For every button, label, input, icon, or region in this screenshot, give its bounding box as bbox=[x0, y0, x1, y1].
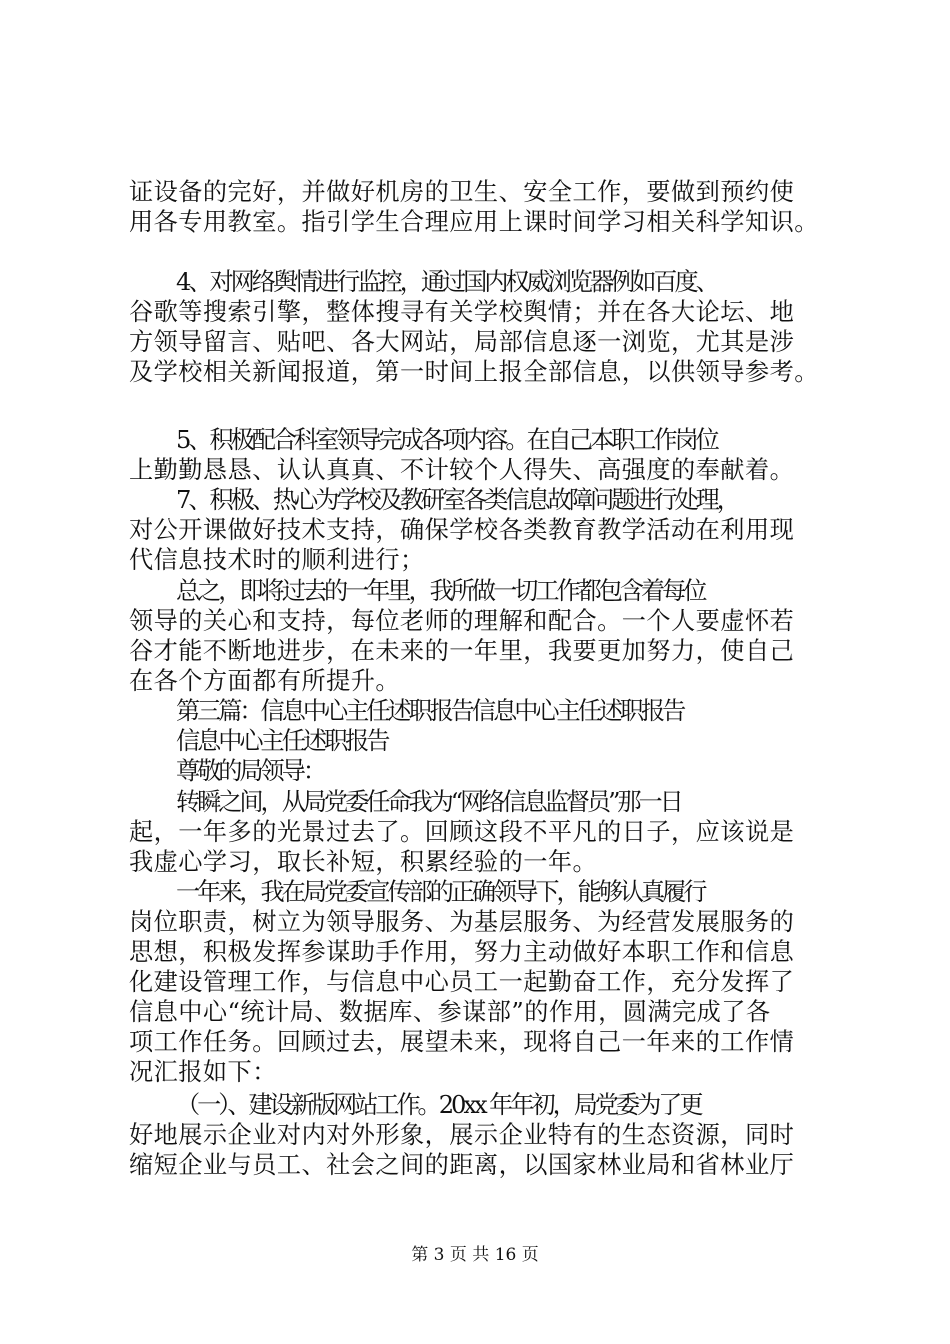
text-line: 缩短企业与员工、社会之间的距离，以国家林业局和省林业厅 bbox=[129, 1151, 795, 1179]
text-line: 思想，积极发挥参谋助手作用，努力主动做好本职工作和信息 bbox=[129, 938, 795, 966]
section-heading: 第三篇：信息中心主任述职报告信息中心主任述职报告 bbox=[176, 697, 684, 725]
text-line: 起，一年多的光景过去了。回顾这段不平凡的日子，应该说是 bbox=[129, 818, 795, 846]
text-line: 用各专用教室。指引学生合理应用上课时间学习相关科学知识。 bbox=[129, 208, 819, 236]
text-line: 转瞬之间，从局党委任命我为“网络信息监督员”那一日 bbox=[176, 788, 681, 816]
text-line: （一）、建设新版网站工作。20xx 年年初，局党委为了更 bbox=[176, 1091, 701, 1119]
text-line: 好地展示企业对内对外形象，展示企业特有的生态资源，同时 bbox=[129, 1121, 795, 1149]
salutation: 尊敬的局领导： bbox=[176, 757, 324, 785]
text-line: 化建设管理工作，与信息中心员工一起勤奋工作，充分发挥了 bbox=[129, 968, 795, 996]
page-number-footer: 第 3 页 共 16 页 bbox=[411, 1245, 539, 1265]
text-line: 岗位职责，树立为领导服务、为基层服务、为经营发展服务的 bbox=[129, 908, 795, 936]
text-line: 况汇报如下： bbox=[129, 1058, 277, 1086]
text-line: 对公开课做好技术支持，确保学校各类教育教学活动在利用现 bbox=[129, 516, 795, 544]
text-line: 方领导留言、贴吧、各大网站，局部信息逐一浏览，尤其是涉 bbox=[129, 328, 795, 356]
text-line: 上勤勤恳恳、认认真真、不计较个人得失、高强度的奉献着。 bbox=[129, 456, 795, 484]
text-line: 5、积极配合科室领导完成各项内容。在自己本职工作岗位 bbox=[176, 426, 717, 454]
text-line: 7、积极、热心为学校及教研室各类信息故障问题进行处理， bbox=[176, 486, 738, 514]
report-title: 信息中心主任述职报告 bbox=[176, 727, 388, 755]
text-line: 领导的关心和支持，每位老师的理解和配合。一个人要虚怀若 bbox=[129, 607, 795, 635]
text-line: 总之，即将过去的一年里，我所做一切工作都包含着每位 bbox=[176, 577, 705, 605]
text-line: 谷歌等搜索引擎，整体搜寻有关学校舆情；并在各大论坛、地 bbox=[129, 298, 795, 326]
text-line: 在各个方面都有所提升。 bbox=[129, 667, 401, 695]
text-line: 我虚心学习，取长补短，积累经验的一年。 bbox=[129, 848, 598, 876]
text-line: 信息中心“统计局、数据库、参谋部”的作用，圆满完成了各 bbox=[129, 998, 771, 1026]
text-line: 谷才能不断地进步，在未来的一年里，我要更加努力，使自己 bbox=[129, 637, 795, 665]
text-line: 4、对网络舆情进行监控，通过国内权威浏览器例如百度、 bbox=[176, 268, 717, 296]
text-line: 项工作任务。回顾过去，展望未来，现将自己一年来的工作情 bbox=[129, 1028, 795, 1056]
text-line: 及学校相关新闻报道，第一时间上报全部信息，以供领导参考。 bbox=[129, 358, 819, 386]
text-line: 一年来，我在局党委宣传部的正确领导下，能够认真履行 bbox=[176, 878, 705, 906]
text-line: 代信息技术时的顺利进行； bbox=[129, 546, 425, 574]
text-line: 证设备的完好，并做好机房的卫生、安全工作，要做到预约使 bbox=[129, 178, 795, 206]
